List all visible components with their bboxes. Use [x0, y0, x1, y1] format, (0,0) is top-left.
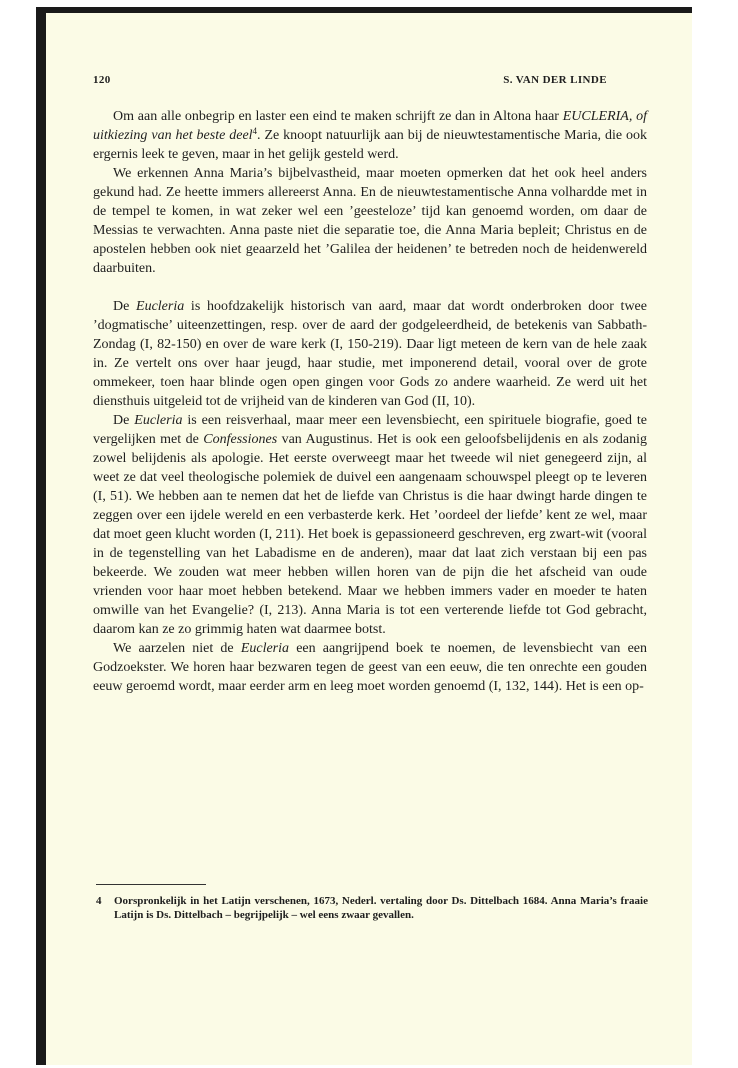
book-title-italic: Eucleria — [134, 413, 183, 428]
paragraph-1 — [93, 107, 647, 164]
paragraph-2: We erkennen Anna Maria’s bijbelvastheid, maar moeten opmerken dat het ook heel anders gekund had. Ze heette immers allereerst Anna. En de nieuwtestamentische Anna volhardde met in de tempel te komen, in wat zeker wel een ’geesteloze’ tijd kan genoemd worden, om daar de Messias te verwachten. Anna paste niet die separatie toe, die Anna Maria bepleit; Christus en de apostelen hebben ook niet geaarzeld het ’Galilea der heidenen’ te betreden noch de heidenwereld daarbuiten. — [93, 166, 647, 276]
text-run: Om aan alle onbegrip en laster een eind te maken schrijft ze dan in Altona haar — [113, 109, 563, 124]
footnote — [96, 894, 648, 922]
page-number: 120 — [93, 74, 111, 86]
paragraph-4 — [93, 411, 647, 639]
footnote-ref: 4 — [252, 126, 258, 136]
paragraph-5 — [93, 639, 647, 696]
book-title-italic: Confessiones — [203, 432, 278, 447]
text-run: is een reisverhaal, maar meer een levensbiecht, een spirituele biografie, goed te vergelijken met de — [93, 413, 648, 447]
footnote-rule — [96, 884, 206, 885]
book-title-italic: Eucleria — [240, 641, 290, 656]
book-title-italic: Eucleria — [136, 299, 185, 314]
text-run: We aarzelen niet de — [113, 641, 241, 656]
text-run: . Ze knoopt natuurlijk aan bij de nieuwtestamentische Maria, die ook ergernis leek te geven, maar in het gelijk gesteld werd. — [93, 128, 647, 162]
running-head: S. VAN DER LINDE — [503, 74, 607, 86]
footnote-mark: 4 — [96, 895, 102, 907]
text-run: De — [113, 413, 135, 428]
text-run: een aangrijpend boek te noemen, de levensbiecht van een Godzoekster. We horen haar bezwaren tegen de geest van een eeuw, die ten onrechte een gouden eeuw geroemd wordt, maar eerder arm en leeg moet worden genoemd (I, 132, 144). Het is een op- — [93, 641, 647, 694]
paragraph-3 — [93, 297, 647, 411]
body-text — [93, 107, 647, 696]
book-title-italic: EUCLERIA, of uitkiezing van het beste deel — [93, 109, 647, 143]
page-header — [93, 74, 607, 92]
text-run: De — [113, 299, 137, 314]
footnote-text: Oorspronkelijk in het Latijn verschenen, 1673, Nederl. vertaling door Ds. Dittelbach 1684. Anna Maria’s fraaie Latijn is Ds. Dittelbach – begrijpelijk – wel eens zwaar gevallen. — [114, 895, 648, 921]
text-run: van Augustinus. Het is ook een geloofsbelijdenis en als zodanig zowel belijdenis als apologie. Het eerste overweegt maar het tweede wil niet genegeerd zijn, al weet ze dat veel theologische polemiek de duivel een aangenaam schouwspel pleegt op te leveren (I, 51). We hebben aan te nemen dat het de liefde van Christus is die haar dwingt harde dingen te zeggen over een ijdele wereld en een verbasterde kerk. Het ’oordeel der liefde’ kent ze wel, maar dat moet geen klucht worden (I, 211). Het boek is gepassioneerd geschreven, erg zwart-wit (vooral in de tegenstelling van het Labadisme en de anderen), maar dat laat zich verstaan bij een pas bekeerde. We zouden wat meer hebben willen horen van de pijn die het afscheid van oude vrienden voor haar moet hebben betekend. Maar we hebben immers vader en moeder te haten omwille van het Evangelie? (I, 213). Anna Maria is tot een verterende liefde tot God gebracht, daarom kan ze zo grimmig haten wat daarmee botst. — [93, 432, 647, 637]
text-run: is hoofdzakelijk historisch van aard, maar dat wordt onderbroken door twee ’dogmatische’ uiteenzettingen, resp. over de aard der godgeleerdheid, de betekenis van Sabbath-Zondag (I, 82-150) en over de ware kerk (I, 150-219). Daar ligt meteen de kern van de hele zaak in. Ze vertelt ons over haar jeugd, haar studie, met imponerend detail, vooral over de grote ommekeer, toen haar blinde ogen open gingen voor Gods zo andere waarheid. Ze werd uit het diensthuis uitgeleid tot de vrijheid van de kinderen van God (II, 10). — [93, 299, 647, 409]
